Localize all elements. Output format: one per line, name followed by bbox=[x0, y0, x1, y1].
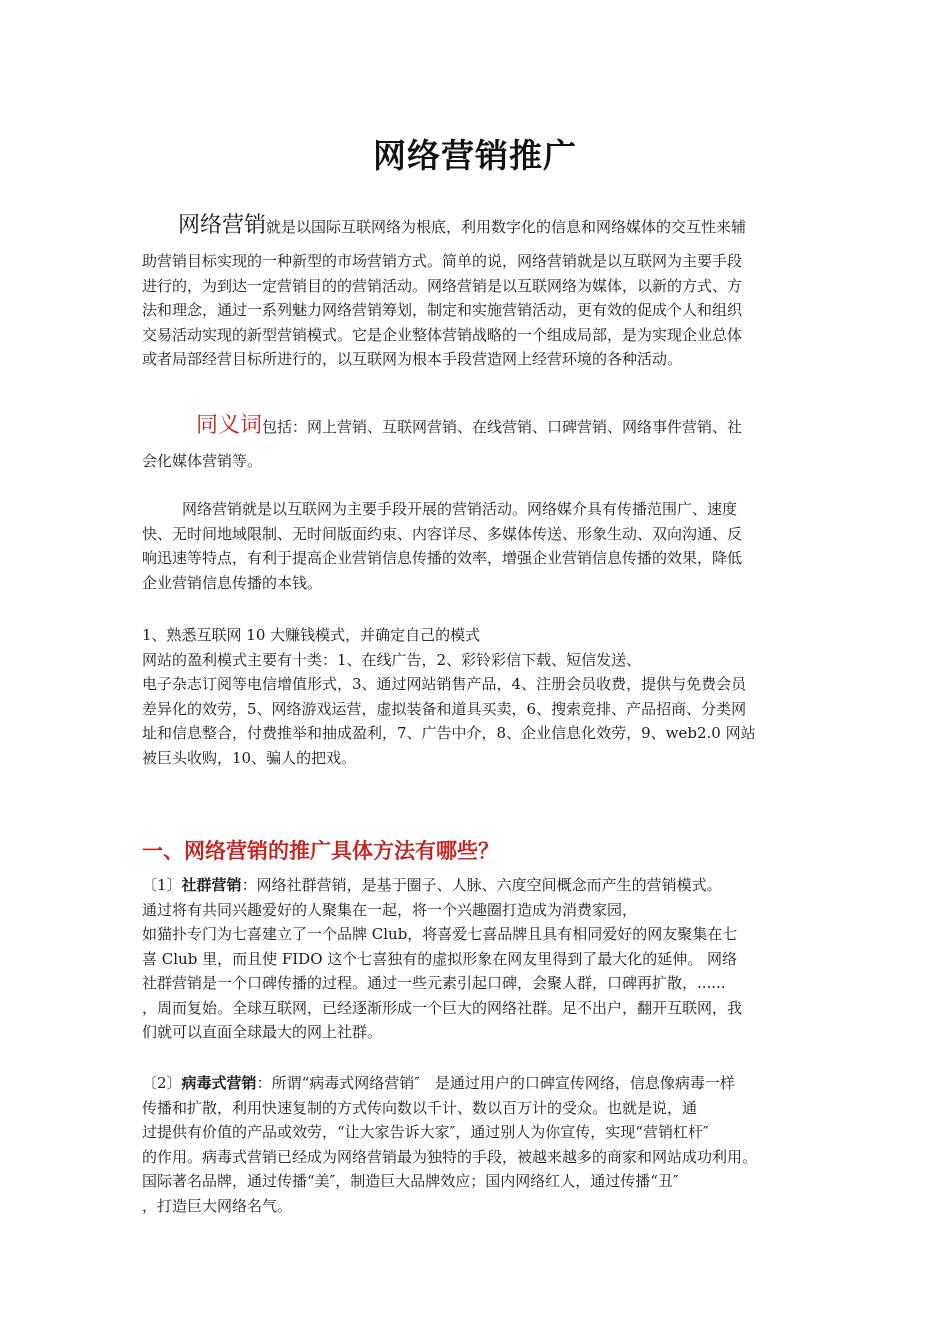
item-line: ：网络社群营销，是基于圈子、人脉、六度空间概念而产生的营销模式。 bbox=[241, 876, 722, 894]
media-line: 响迅速等特点，有利于提高企业营销信息传播的效率，增强企业营销信息传播的效果，降低 bbox=[142, 549, 743, 567]
synonyms-line: 包括：网上营销、互联网营销、在线营销、口碑营销、网络事件营销、社 bbox=[262, 418, 743, 436]
item-line: 的作用。病毒式营销已经成为网络营销最为独特的手段，被越来越多的商家和网站成功利用。 bbox=[142, 1147, 758, 1166]
item-term: 社群营销 bbox=[181, 876, 242, 894]
intro-lead-term: 网络营销 bbox=[178, 213, 267, 238]
section-heading: 一、网络营销的推广具体方法有哪些？ bbox=[142, 839, 499, 863]
profit-models-paragraph bbox=[142, 623, 822, 770]
intro-line: 进行的，为到达一定营销目的的营销活动。网络营销是以互联网络为媒体，以新的方式、方 bbox=[142, 276, 743, 295]
item-line: 通过将有共同兴趣爱好的人聚集在一起，将一个兴趣圈打造成为消费家园， bbox=[142, 900, 638, 919]
media-line: 网络营销就是以互联网为主要手段开展的营销活动。网络媒介具有传播范围广、速度 bbox=[182, 500, 738, 518]
intro-line: 助营销目标实现的一种新型的市场营销方式。简单的说，网络营销就是以互联网为主要手段 bbox=[142, 252, 743, 270]
synonyms-lead-term: 同义词 bbox=[196, 413, 263, 438]
intro-line: 或者局部经营目标所进行的，以互联网为根本手段营造网上经营环境的各种活动。 bbox=[142, 350, 683, 368]
intro-paragraph bbox=[142, 208, 822, 372]
item-line: ：所谓“病毒式网络营销″ 是通过用户的口碑宣传网络，信息像病毒一样 bbox=[256, 1074, 735, 1092]
viral-marketing-item bbox=[142, 1071, 822, 1218]
item-number: 〔1〕 bbox=[142, 876, 182, 894]
synonyms-line: 会化媒体营销等。 bbox=[142, 452, 263, 470]
community-marketing-item bbox=[142, 873, 822, 1045]
item-line: 们就可以直面全球最大的网上社群。 bbox=[142, 1023, 383, 1041]
item-line: 国际著名品牌，通过传播“美″，制造巨大品牌效应；国内网络红人，通过传播“丑″ bbox=[142, 1172, 679, 1190]
item-line: ，打造巨大网络名气。 bbox=[142, 1196, 293, 1215]
item-line: 如猫扑专门为七喜建立了一个品牌 Club，将喜爱七喜品牌且具有相同爱好的网友聚集在七 bbox=[142, 925, 738, 943]
item-line: 过提供有价值的产品或效劳，“让大家告诉大家″，通过别人为你宣传，实现“营销杠杆″ bbox=[142, 1123, 709, 1141]
models-line: 址和信息整合，付费推举和抽成盈利，7、广告中介，8、企业信息化效劳，9、web2.0 网站 bbox=[142, 724, 756, 742]
models-line: 被巨头收购，10、骗人的把戏。 bbox=[142, 748, 357, 767]
item-line: 喜 Club 里，而且使 FIDO 这个七喜独有的虚拟形象在网友里得到了最大化的延伸。 网络 bbox=[142, 949, 738, 968]
models-line: 电子杂志订阅等电信增值形式，3、通过网站销售产品，4、注册会员收费，提供与免费会员 bbox=[142, 675, 747, 693]
intro-line: 就是以国际互联网络为根底，利用数字化的信息和网络媒体的交互性来辅 bbox=[266, 218, 747, 236]
models-line: 差异化的效劳，5、网络游戏运营，虚拟装备和道具买卖，6、搜索竞排、产品招商、分类网 bbox=[142, 699, 747, 718]
models-line: 1、熟悉互联网 10 大赚钱模式，并确定自己的模式 bbox=[142, 626, 481, 644]
media-line: 企业营销信息传播的本钱。 bbox=[142, 573, 323, 592]
page-title: 网络营销推广 bbox=[373, 136, 577, 175]
intro-line: 法和理念，通过一系列魅力网络营销筹划，制定和实施营销活动，更有效的促成个人和组织 bbox=[142, 301, 743, 319]
media-paragraph bbox=[142, 497, 822, 595]
models-line: 网站的盈利模式主要有十类：1、在线广告，2、彩铃彩信下载、短信发送、 bbox=[142, 650, 642, 669]
item-number: 〔2〕 bbox=[142, 1074, 182, 1092]
media-line: 快、无时间地域限制、无时间版面约束、内容详尽、多媒体传送、形象生动、双向沟通、反 bbox=[142, 524, 743, 543]
item-line: 社群营销是一个口碑传播的过程。通过一些元素引起口碑，会聚人群，口碑再扩散，...... bbox=[142, 974, 726, 992]
item-term: 病毒式营销 bbox=[181, 1074, 257, 1092]
item-line: 传播和扩散，利用快速复制的方式传向数以千计、数以百万计的受众。也就是说，通 bbox=[142, 1098, 698, 1117]
item-line: ，周而复始。全球互联网，已经逐渐形成一个巨大的网络社群。足不出户，翻开互联网，我 bbox=[142, 998, 743, 1017]
synonyms-paragraph bbox=[142, 408, 822, 474]
intro-line: 交易活动实现的新型营销模式。它是企业整体营销战略的一个组成局部，是为实现企业总体 bbox=[142, 325, 743, 344]
